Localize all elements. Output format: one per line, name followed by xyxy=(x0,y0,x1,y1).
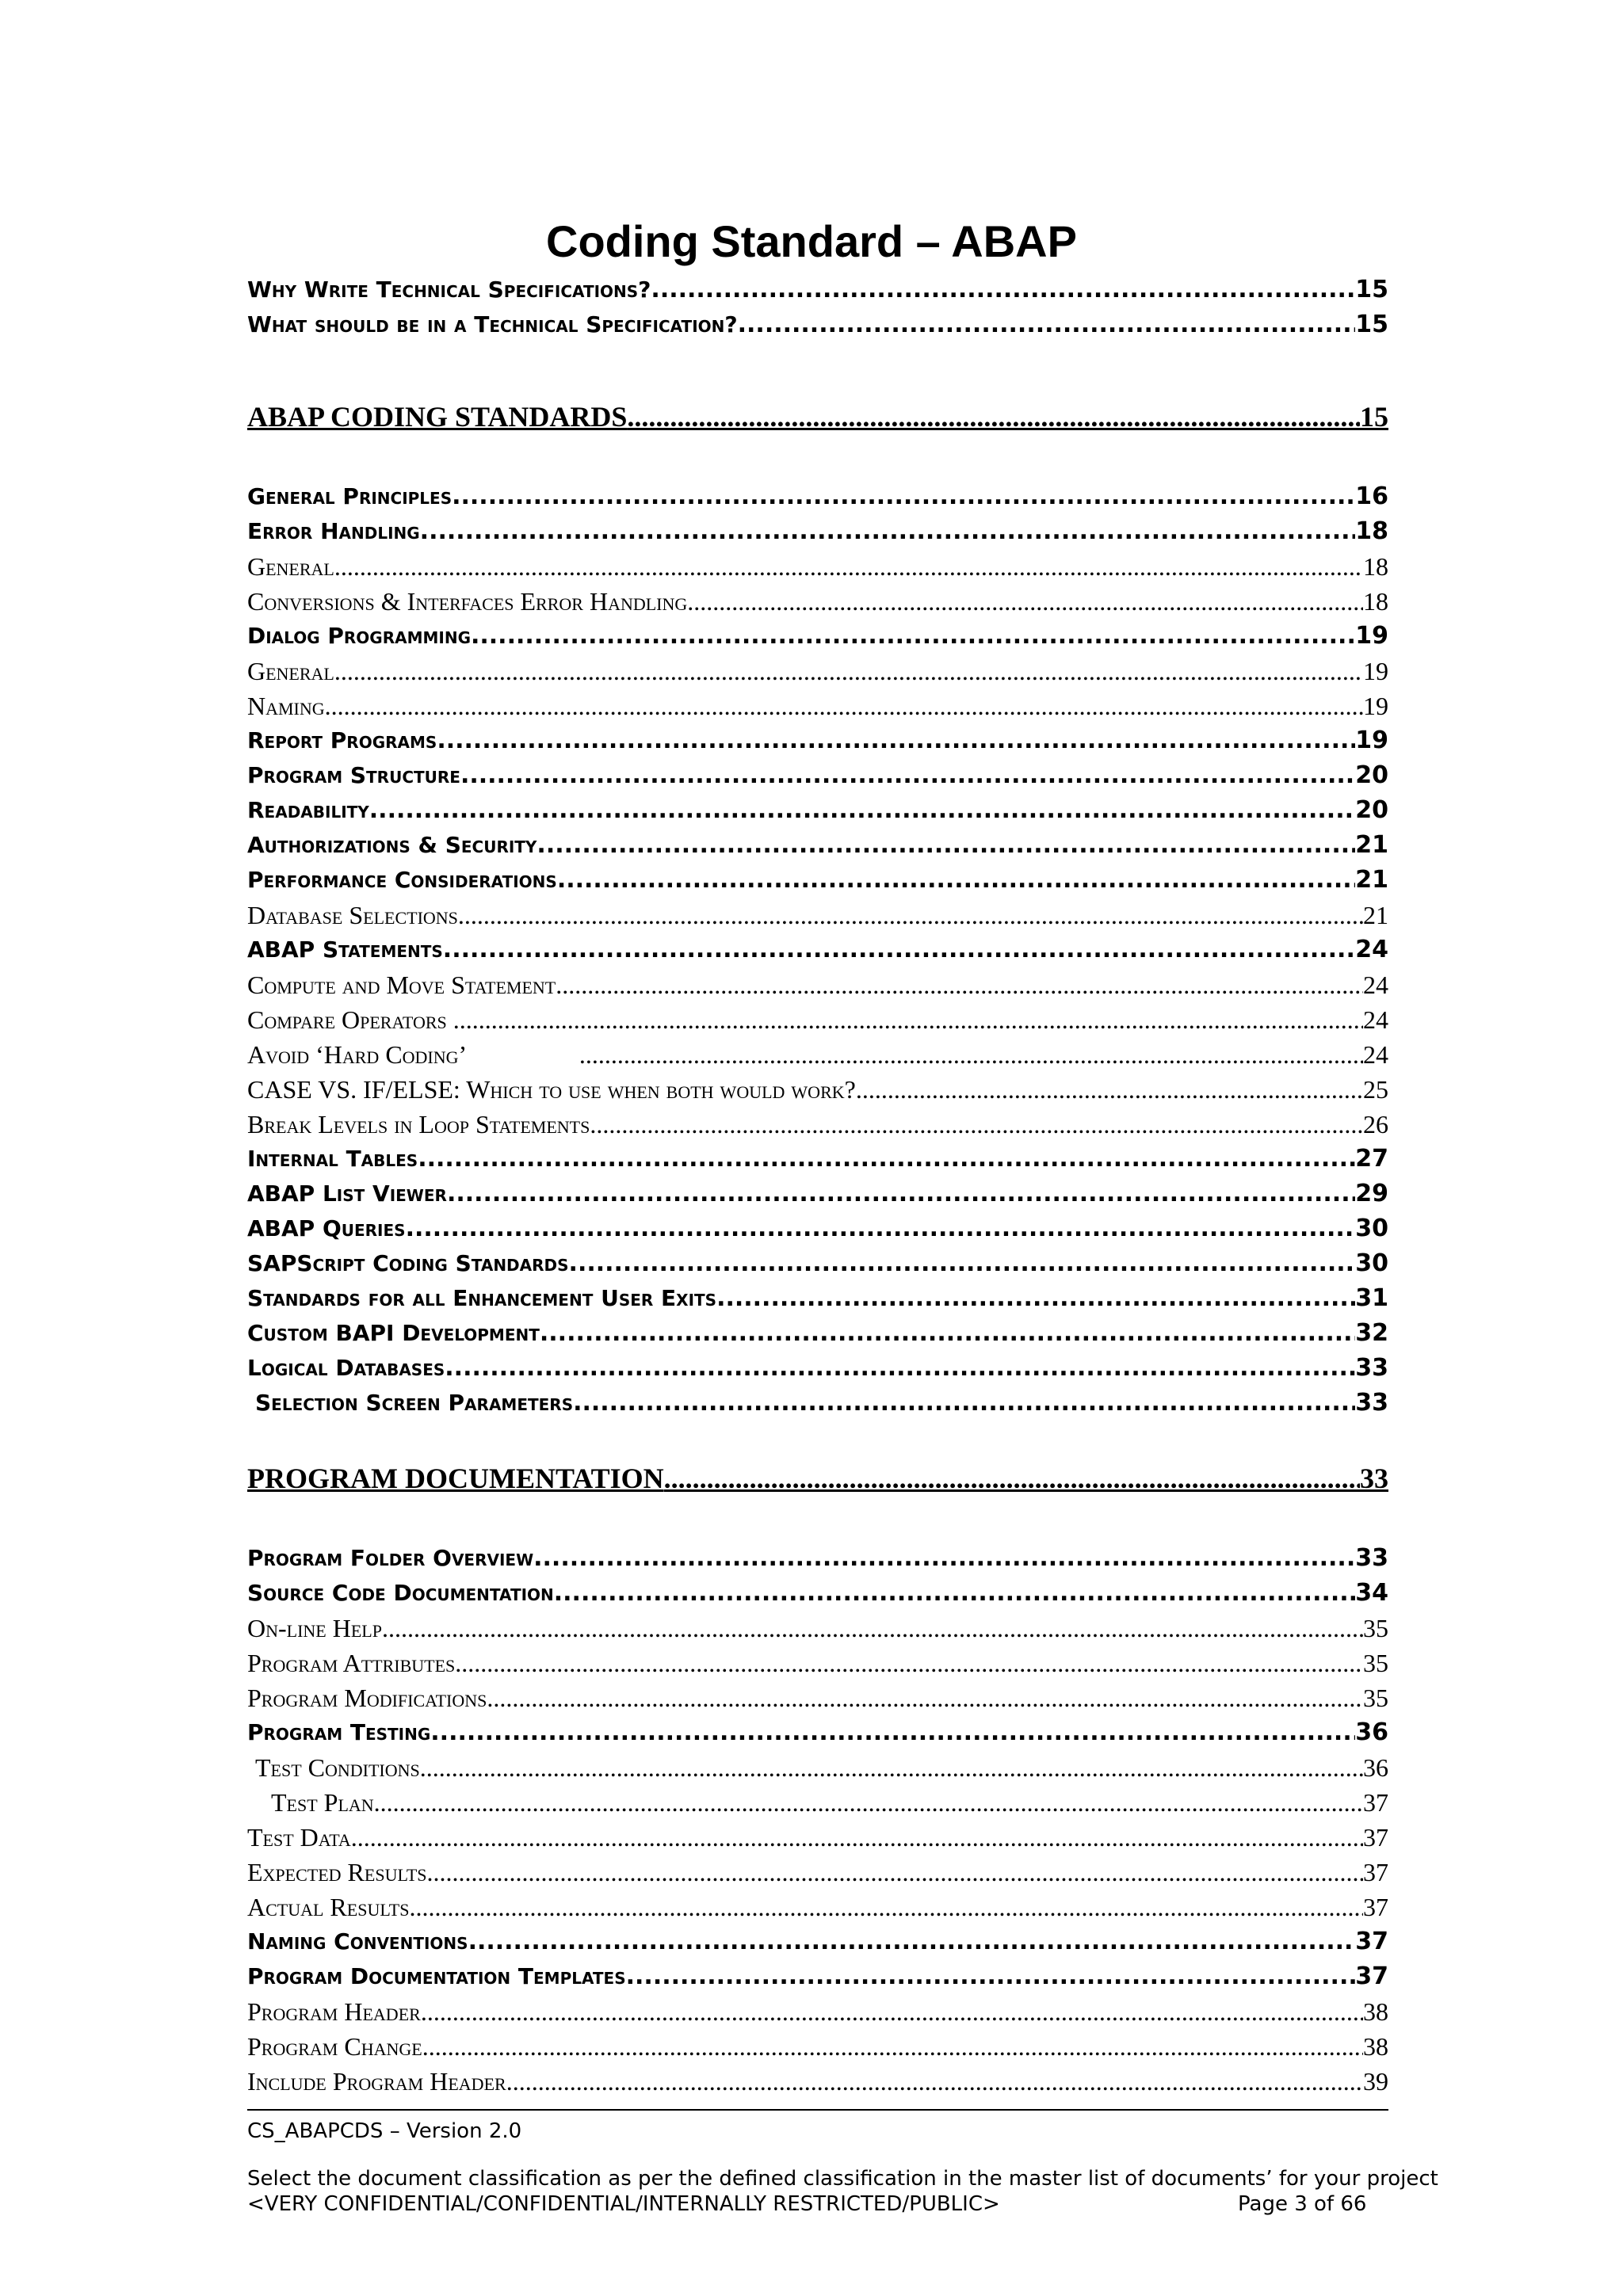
toc-entry-page: 24 xyxy=(1363,971,1388,999)
toc-entry[interactable] xyxy=(247,828,1388,863)
toc-leader-dots xyxy=(452,479,1355,514)
toc-entry[interactable] xyxy=(247,1959,1388,1994)
toc-entry-label: Program Folder Overview xyxy=(247,1545,534,1571)
toc-entry-page: 18 xyxy=(1363,552,1388,581)
toc-leader-dots xyxy=(374,1785,1363,1820)
toc-entry-page: 38 xyxy=(1363,1997,1388,2026)
toc-entry-label: On-line Help xyxy=(247,1614,382,1642)
toc-entry-page: 30 xyxy=(1355,1249,1388,1277)
toc-entry[interactable] xyxy=(247,479,1388,514)
toc-entry[interactable] xyxy=(247,1890,1388,1924)
toc-entry-label: Test Plan xyxy=(271,1788,374,1817)
footer-version: CS_ABAPCDS – Version 2.0 xyxy=(247,2119,522,2143)
toc-entry-page: 21 xyxy=(1363,901,1388,929)
toc-entry-label: Readability xyxy=(247,797,369,823)
toc-entry-page: 35 xyxy=(1363,1649,1388,1677)
toc-entry[interactable] xyxy=(247,1107,1388,1142)
toc-leader-dots xyxy=(334,549,1363,584)
toc-entry[interactable] xyxy=(247,1177,1388,1211)
toc-entry-page: 32 xyxy=(1355,1319,1388,1347)
toc-leader-dots xyxy=(627,396,1360,437)
toc-entry-page: 25 xyxy=(1363,1075,1388,1104)
toc-entry[interactable] xyxy=(247,1037,1388,1072)
toc-leader-dots xyxy=(537,828,1355,863)
toc-entry[interactable] xyxy=(247,307,1388,342)
toc-entry-page: 37 xyxy=(1363,1858,1388,1886)
toc-entry-page: 26 xyxy=(1363,1110,1388,1138)
toc-entry-page: 37 xyxy=(1355,1928,1388,1955)
toc-entry[interactable] xyxy=(247,1458,1388,1499)
toc-entry[interactable] xyxy=(247,1611,1388,1646)
toc-entry[interactable] xyxy=(247,584,1388,619)
toc-entry-label: Logical Databases xyxy=(247,1355,445,1381)
toc-leader-dots xyxy=(468,1924,1356,1959)
toc-entry[interactable] xyxy=(247,967,1388,1002)
toc-leader-dots xyxy=(382,1611,1363,1646)
toc-entry[interactable] xyxy=(247,1386,1388,1421)
toc-entry-label: Why Write Technical Specifications? xyxy=(247,277,651,303)
toc-entry-label: Dialog Programming xyxy=(247,623,471,649)
toc-entry-label: Program Structure xyxy=(247,762,460,788)
toc-entry[interactable] xyxy=(247,758,1388,793)
toc-leader-dots xyxy=(626,1959,1356,1994)
toc-entry[interactable] xyxy=(247,1715,1388,1750)
toc-entry-label: Standards for all Enhancement User Exits xyxy=(247,1285,717,1311)
toc-entry-page: 33 xyxy=(1360,1463,1388,1494)
toc-leader-dots xyxy=(651,273,1355,307)
toc-leader-dots xyxy=(420,514,1356,549)
toc-leader-dots xyxy=(420,1750,1363,1785)
toc-leader-dots xyxy=(579,1037,1363,1072)
toc-entry-page: 15 xyxy=(1355,276,1388,303)
toc-entry-label: Actual Results xyxy=(247,1893,410,1921)
toc-entry-label: Naming xyxy=(247,692,325,720)
toc-leader-dots xyxy=(687,584,1363,619)
toc-leader-dots xyxy=(590,1107,1363,1142)
toc-entry[interactable] xyxy=(247,273,1388,307)
toc-leader-dots xyxy=(430,1715,1355,1750)
toc-entry-label: Naming Conventions xyxy=(247,1928,468,1955)
toc-leader-dots xyxy=(716,1281,1355,1316)
toc-entry[interactable] xyxy=(247,1750,1388,1785)
footer-divider xyxy=(247,2109,1388,2111)
toc-entry-label: General xyxy=(247,657,334,685)
toc-leader-dots xyxy=(443,933,1355,967)
toc-entry-page: 20 xyxy=(1355,796,1388,824)
toc-entry[interactable] xyxy=(247,396,1388,437)
toc-entry-label: Report Programs xyxy=(247,727,437,753)
toc-entry[interactable] xyxy=(247,1246,1388,1281)
toc-entry-label: Performance Considerations xyxy=(247,867,557,893)
toc-entry-label: Program Header xyxy=(247,1997,421,2026)
toc-entry-label: PROGRAM DOCUMENTATION xyxy=(247,1463,664,1494)
toc-leader-dots xyxy=(506,2064,1363,2099)
toc-entry[interactable] xyxy=(247,514,1388,549)
toc-entry[interactable] xyxy=(247,1994,1388,2029)
toc-entry-page: 31 xyxy=(1355,1284,1388,1312)
toc-leader-dots xyxy=(540,1316,1355,1351)
toc-entry-page: 21 xyxy=(1355,866,1388,894)
toc-entry[interactable] xyxy=(247,1002,1388,1037)
toc-entry-page: 20 xyxy=(1355,761,1388,789)
toc-entry-label: Program Change xyxy=(247,2032,422,2061)
toc-entry[interactable] xyxy=(247,1541,1388,1576)
toc-entry[interactable] xyxy=(247,2029,1388,2064)
toc-leader-dots xyxy=(460,758,1355,793)
toc-entry-label: Program Attributes xyxy=(247,1649,456,1677)
toc-leader-dots xyxy=(351,1820,1363,1855)
toc-entry-page: 24 xyxy=(1355,936,1388,963)
toc-leader-dots xyxy=(409,1890,1363,1924)
toc-entry-page: 15 xyxy=(1360,401,1388,433)
toc-leader-dots xyxy=(418,1142,1355,1177)
toc-entry[interactable] xyxy=(247,1924,1388,1959)
toc-leader-dots xyxy=(369,793,1355,828)
toc-entry-label: Compare Operators xyxy=(247,1005,453,1034)
toc-entry-page: 16 xyxy=(1355,482,1388,510)
toc-entry-page: 19 xyxy=(1363,657,1388,685)
toc-entry-label: What should be in a Technical Specification? xyxy=(247,311,738,338)
toc-entry-page: 29 xyxy=(1355,1180,1388,1207)
toc-entry-label: Database Selections xyxy=(247,901,458,929)
toc-entry-page: 38 xyxy=(1363,2032,1388,2061)
footer-classification: <VERY CONFIDENTIAL/CONFIDENTIAL/INTERNALLY RESTRICTED/PUBLIC> xyxy=(247,2192,1000,2216)
toc-leader-dots xyxy=(447,1177,1355,1211)
toc-entry-page: 21 xyxy=(1355,831,1388,859)
toc-entry-label: Break Levels in Loop Statements xyxy=(247,1110,590,1138)
toc-entry-label: Selection Screen Parameters xyxy=(255,1390,574,1416)
toc-entry[interactable] xyxy=(247,654,1388,688)
toc-leader-dots xyxy=(421,1994,1363,2029)
toc-entry[interactable] xyxy=(247,549,1388,584)
toc-leader-dots xyxy=(471,619,1355,654)
toc-entry[interactable] xyxy=(247,688,1388,723)
toc-leader-dots xyxy=(458,898,1363,933)
toc-entry[interactable] xyxy=(247,619,1388,654)
toc-entry-page: 19 xyxy=(1355,727,1388,754)
toc-entry-label: ABAP Statements xyxy=(247,936,443,963)
toc-entry[interactable] xyxy=(247,1142,1388,1177)
toc-entry-page: 37 xyxy=(1363,1788,1388,1817)
toc-entry-page: 35 xyxy=(1363,1614,1388,1642)
toc-leader-dots xyxy=(556,967,1363,1002)
toc-leader-dots xyxy=(738,307,1356,342)
footer-classification-note: Select the document classification as per the defined classification in the master list of documents’ for your project xyxy=(247,2167,1438,2191)
toc-entry[interactable] xyxy=(247,933,1388,967)
toc-entry-page: 34 xyxy=(1355,1579,1388,1607)
toc-entry-label: Program Modifications xyxy=(247,1684,487,1712)
toc-leader-dots xyxy=(664,1458,1360,1499)
toc-entry-label: Expected Results xyxy=(247,1858,427,1886)
toc-entry-label: ABAP List Viewer xyxy=(247,1180,447,1207)
toc-leader-dots xyxy=(427,1855,1363,1890)
toc-leader-dots xyxy=(422,2029,1363,2064)
toc-entry-label: Compute and Move Statement xyxy=(247,971,556,999)
toc-entry[interactable] xyxy=(247,1576,1388,1611)
toc-entry-page: 19 xyxy=(1355,622,1388,650)
toc-entry[interactable] xyxy=(247,1820,1388,1855)
toc-leader-dots xyxy=(533,1541,1355,1576)
toc-leader-dots xyxy=(554,1576,1355,1611)
toc-entry-page: 36 xyxy=(1363,1753,1388,1782)
document-title: Coding Standard – ABAP xyxy=(546,216,1077,266)
toc-entry-label: CASE VS. IF/ELSE: Which to use when both would work? xyxy=(247,1075,856,1104)
toc-leader-dots xyxy=(406,1211,1356,1246)
toc-entry-label: Program Testing xyxy=(247,1719,431,1745)
toc-leader-dots xyxy=(856,1072,1363,1107)
toc-entry[interactable] xyxy=(247,2064,1388,2099)
toc-entry[interactable] xyxy=(247,793,1388,828)
toc-entry[interactable] xyxy=(247,863,1388,898)
toc-entry-label: Include Program Header xyxy=(247,2067,506,2096)
toc-entry-page: 33 xyxy=(1355,1389,1388,1417)
toc-entry-page: 24 xyxy=(1363,1005,1388,1034)
toc-entry[interactable] xyxy=(247,1855,1388,1890)
toc-entry-page: 15 xyxy=(1355,311,1388,338)
toc-entry-label: ABAP CODING STANDARDS xyxy=(247,401,628,433)
toc-entry-label: Test Conditions xyxy=(255,1753,420,1782)
toc-leader-dots xyxy=(453,1002,1363,1037)
toc-entry-label: ABAP Queries xyxy=(247,1215,406,1241)
toc-entry-page: 19 xyxy=(1363,692,1388,720)
toc-entry-page: 37 xyxy=(1363,1893,1388,1921)
toc-entry-label: Source Code Documentation xyxy=(247,1580,554,1606)
toc-entry-page: 33 xyxy=(1355,1354,1388,1382)
toc-entry[interactable] xyxy=(247,1680,1388,1715)
toc-leader-dots xyxy=(437,723,1355,758)
toc-entry[interactable] xyxy=(247,1072,1388,1107)
toc-entry-page: 37 xyxy=(1363,1823,1388,1852)
toc-leader-dots xyxy=(487,1680,1363,1715)
toc-entry-page: 18 xyxy=(1363,587,1388,616)
toc-leader-dots xyxy=(573,1386,1355,1421)
toc-leader-dots xyxy=(325,688,1363,723)
toc-entry-page: 33 xyxy=(1355,1544,1388,1572)
toc-entry-page: 39 xyxy=(1363,2067,1388,2096)
toc-entry-label: Avoid ‘Hard Coding’ xyxy=(247,1040,579,1069)
toc-entry[interactable] xyxy=(247,1281,1388,1316)
toc-entry-label: SAPScript Coding Standards xyxy=(247,1250,569,1276)
toc-entry-label: Program Documentation Templates xyxy=(247,1963,626,1989)
toc-entry-label: Authorizations & Security xyxy=(247,832,537,858)
toc-entry-label: Error Handling xyxy=(247,518,420,544)
toc-entry-page: 18 xyxy=(1355,517,1388,545)
toc-entry-label: Test Data xyxy=(247,1823,351,1852)
toc-entry-page: 36 xyxy=(1355,1718,1388,1746)
footer-page-number: Page 3 of 66 xyxy=(1238,2192,1367,2216)
toc-leader-dots xyxy=(334,654,1363,688)
toc-entry-page: 30 xyxy=(1355,1215,1388,1242)
toc-entry[interactable] xyxy=(247,898,1388,933)
toc-entry-label: Custom BAPI Development xyxy=(247,1320,540,1346)
toc-entry[interactable] xyxy=(247,1646,1388,1680)
toc-leader-dots xyxy=(569,1246,1356,1281)
toc-entry-page: 35 xyxy=(1363,1684,1388,1712)
toc-entry-page: 27 xyxy=(1355,1145,1388,1173)
toc-entry-label: Internal Tables xyxy=(247,1146,418,1172)
toc-entry[interactable] xyxy=(247,1351,1388,1386)
toc-entry-label: General xyxy=(247,552,334,581)
toc-entry[interactable] xyxy=(247,1785,1388,1820)
toc-entry-label: General Principles xyxy=(247,483,453,509)
toc-leader-dots xyxy=(445,1351,1355,1386)
toc-entry[interactable] xyxy=(247,1316,1388,1351)
toc-entry[interactable] xyxy=(247,1211,1388,1246)
toc-entry[interactable] xyxy=(247,723,1388,758)
toc-leader-dots xyxy=(557,863,1355,898)
toc-leader-dots xyxy=(455,1646,1363,1680)
toc-entry-page: 37 xyxy=(1355,1962,1388,1990)
toc-entry-page: 24 xyxy=(1363,1040,1388,1069)
toc-entry-label: Conversions & Interfaces Error Handling xyxy=(247,587,688,616)
